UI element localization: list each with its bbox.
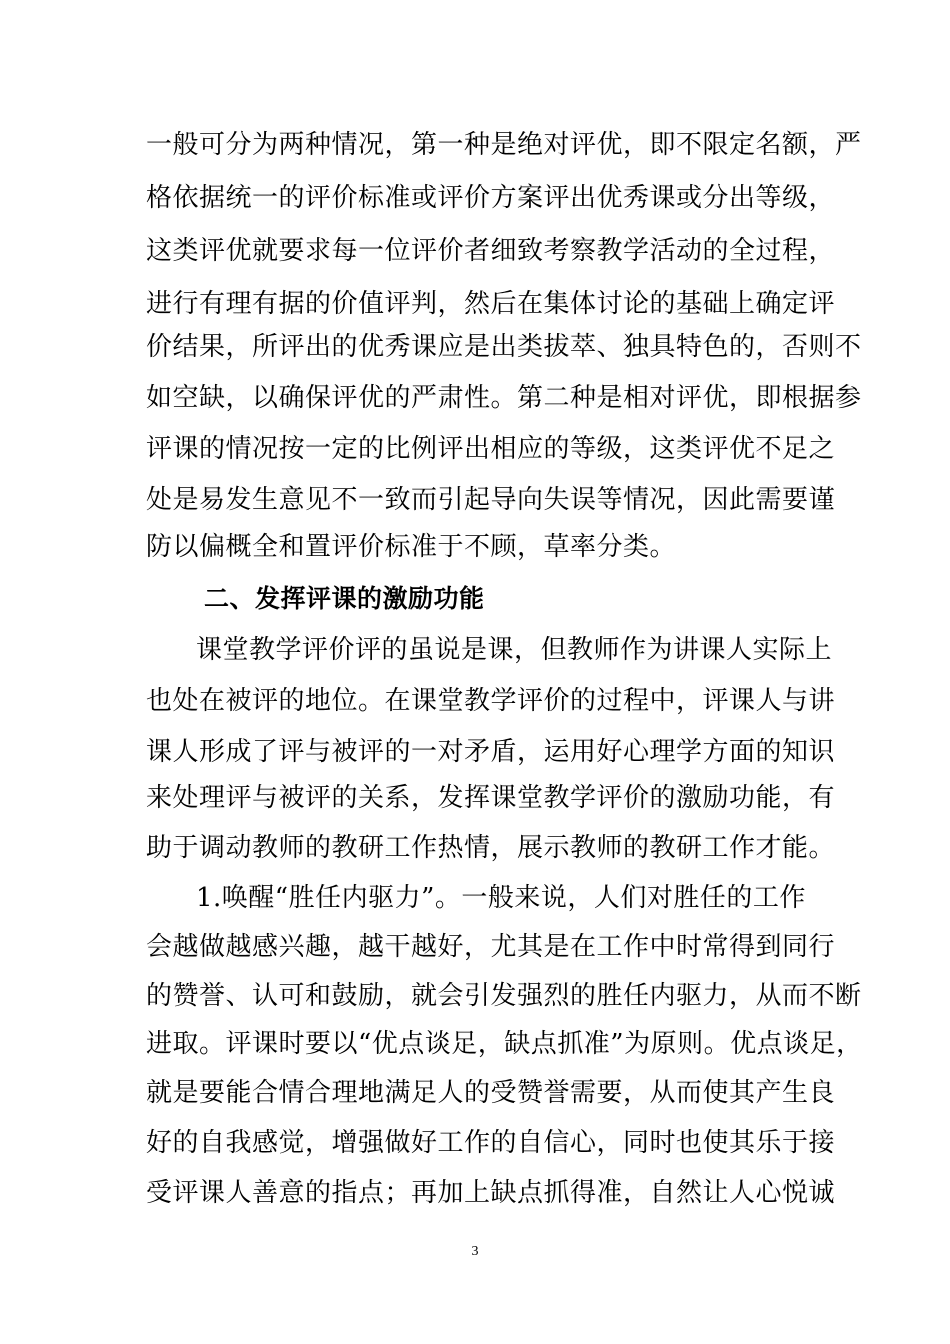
paragraph-line: 进取。评课时要以“优点谈足，缺点抓准”为原则。优点谈足， bbox=[146, 1029, 863, 1059]
paragraph-line: 格依据统一的评价标准或评价方案评出优秀课或分出等级， bbox=[146, 183, 836, 213]
paragraph-line: 会越做越感兴趣，越干越好，尤其是在工作中时常得到同行 bbox=[146, 932, 836, 962]
paragraph-line: 受评课人善意的指点；再加上缺点抓得准，自然让人心悦诚 bbox=[146, 1178, 836, 1208]
paragraph-line: 价结果，所评出的优秀课应是出类拔萃、独具特色的，否则不 bbox=[146, 332, 862, 362]
paragraph-line: 课堂教学评价评的虽说是课，但教师作为讲课人实际上 bbox=[196, 635, 833, 665]
paragraph-line: 助于调动教师的教研工作热情，展示教师的教研工作才能。 bbox=[146, 833, 836, 863]
paragraph-line: 也处在被评的地位。在课堂教学评价的过程中，评课人与讲 bbox=[146, 686, 836, 716]
paragraph-line: 处是易发生意见不一致而引起导向失误等情况，因此需要谨 bbox=[146, 485, 836, 515]
paragraph-line: 如空缺，以确保评优的严肃性。第二种是相对评优，即根据参 bbox=[146, 383, 862, 413]
section-heading: 二、发挥评课的激励功能 bbox=[204, 584, 485, 613]
paragraph-line: 评课的情况按一定的比例评出相应的等级，这类评优不足之 bbox=[146, 434, 836, 464]
paragraph-line: 这类评优就要求每一位评价者细致考察教学活动的全过程， bbox=[146, 236, 836, 266]
page-number: 3 bbox=[471, 1244, 479, 1259]
paragraph-line: 课人形成了评与被评的一对矛盾，运用好心理学方面的知识 bbox=[146, 737, 836, 767]
paragraph-line: 好的自我感觉，增强做好工作的自信心，同时也使其乐于接 bbox=[146, 1128, 836, 1158]
paragraph-line: 来处理评与被评的关系，发挥课堂教学评价的激励功能，有 bbox=[146, 783, 836, 813]
paragraph-line: 进行有理有据的价值评判，然后在集体讨论的基础上确定评 bbox=[146, 289, 836, 319]
paragraph-line: 的赞誉、认可和鼓励，就会引发强烈的胜任内驱力，从而不断 bbox=[146, 981, 862, 1011]
paragraph-line: 1.唤醒“胜任内驱力”。一般来说，人们对胜任的工作 bbox=[196, 883, 806, 913]
paragraph-line: 就是要能合情合理地满足人的受赞誉需要，从而使其产生良 bbox=[146, 1078, 836, 1108]
paragraph-line: 一般可分为两种情况，第一种是绝对评优，即不限定名额，严 bbox=[146, 130, 862, 160]
paragraph-line: 防以偏概全和置评价标准于不顾，草率分类。 bbox=[146, 532, 677, 562]
